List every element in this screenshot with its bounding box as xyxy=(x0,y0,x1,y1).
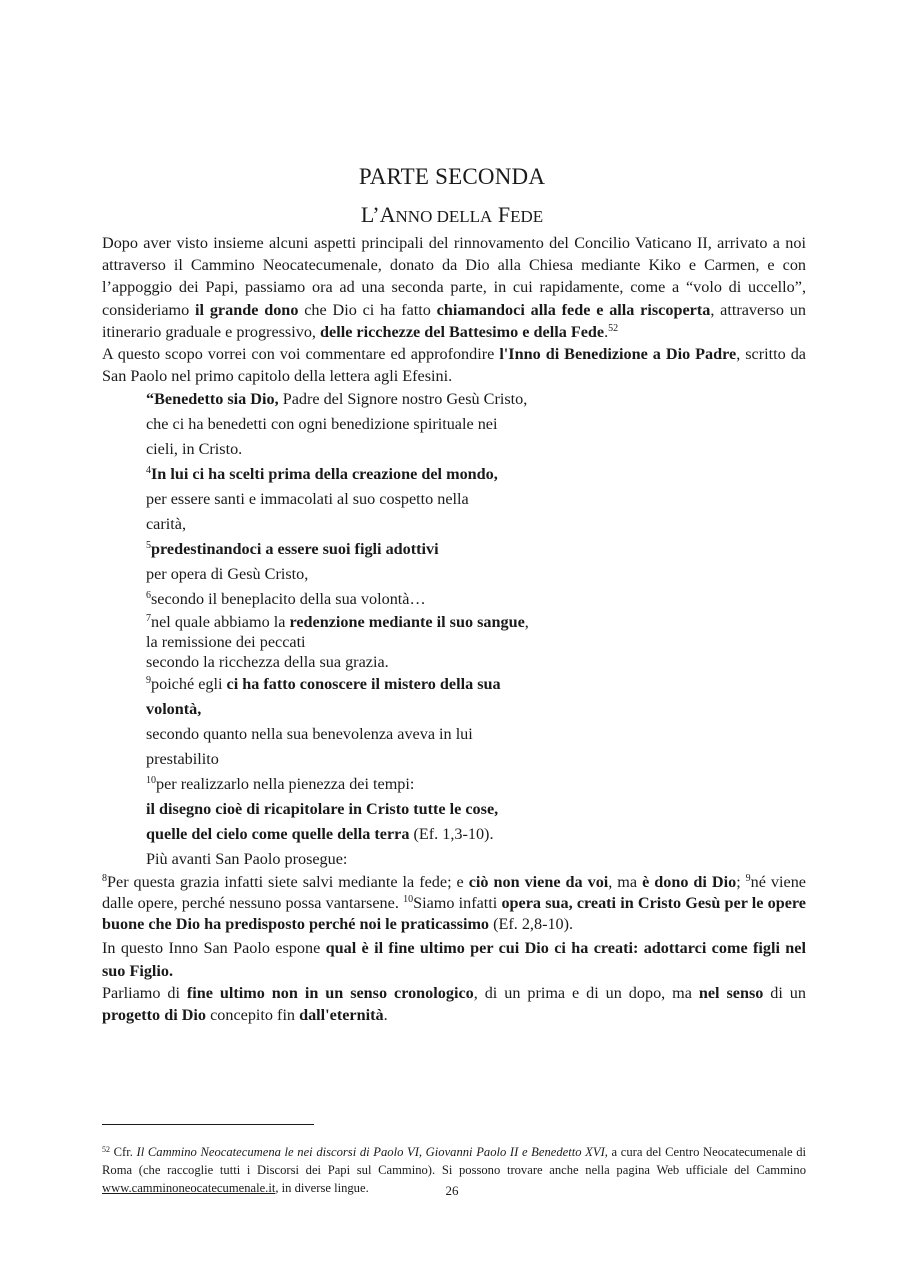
page-number: 26 xyxy=(445,1183,459,1198)
purpose-paragraph xyxy=(102,343,806,387)
final-paragraph xyxy=(102,982,806,1026)
hymn-line: prestabilito xyxy=(146,750,219,769)
text-run: per realizzarlo nella pienezza dei tempi: xyxy=(156,775,415,794)
bold-run: dall'eternità xyxy=(299,1006,384,1025)
bold-run: il disegno cioè di ricapitolare in Cristo tutte le cose, xyxy=(146,800,499,819)
bold-run: chiamandoci alla fede e alla riscoperta xyxy=(436,300,711,319)
bold-run: ciò non viene da voi xyxy=(468,873,609,892)
text-run: né viene dalle opere, perché nessuno possa vantarsene. xyxy=(102,873,806,913)
text-run: . xyxy=(383,1006,388,1025)
text-run: che Dio ci ha fatto xyxy=(298,300,437,319)
text-run: In questo Inno San Paolo espone xyxy=(102,939,326,958)
hymn-line: secondo la ricchezza della sua grazia. xyxy=(146,653,389,672)
text-run: di un xyxy=(763,983,806,1002)
text-run: concepito fin xyxy=(206,1006,300,1025)
bold-run: In lui ci ha scelti prima della creazione del mondo, xyxy=(151,465,498,484)
hymn-line xyxy=(146,822,806,847)
subtitle-initial-1: L’A xyxy=(360,202,396,227)
hymn-line xyxy=(146,387,806,412)
verse-number: 6 xyxy=(146,590,151,602)
hymn-line xyxy=(146,462,806,487)
bold-run: il grande dono xyxy=(195,300,299,319)
website-link[interactable]: www.camminoneocatecumenale.it xyxy=(102,1180,276,1195)
bold-run: ci ha fatto conoscere il mistero della sua xyxy=(226,675,501,694)
text-run: Cfr. xyxy=(110,1144,137,1159)
text-run: , di un prima e di un dopo, ma xyxy=(473,983,699,1002)
hymn-quote xyxy=(146,387,806,872)
subtitle-smallcaps-1: NNO DELLA xyxy=(395,207,493,226)
intro-paragraph xyxy=(102,232,806,343)
subtitle-smallcaps-2: EDE xyxy=(510,207,544,226)
bold-run: volontà, xyxy=(146,700,202,719)
hymn-line xyxy=(146,697,806,722)
text-run: Siamo infatti xyxy=(413,894,502,913)
hymn-line xyxy=(146,537,806,562)
hymn-line: carità, xyxy=(146,515,186,534)
text-run: (Ef. 1,3-10). xyxy=(409,825,494,844)
footnote-reference: 52 xyxy=(608,322,619,334)
hymn-line: per essere santi e immacolati al suo cospetto nella xyxy=(146,490,469,509)
hymn-line xyxy=(146,772,806,797)
footnote-divider xyxy=(102,1124,314,1125)
bold-run: delle ricchezze del Battesimo e della Fede xyxy=(320,322,605,341)
text-run: Padre del Signore nostro Gesù Cristo, xyxy=(278,390,528,409)
verse-number: 8 xyxy=(102,873,107,885)
verse-number: 4 xyxy=(146,465,151,477)
bold-run: predestinandoci a essere suoi figli adottivi xyxy=(151,540,439,559)
hymn-purpose-paragraph xyxy=(102,937,806,981)
bold-run: è dono di Dio xyxy=(642,873,737,892)
hymn-line: Più avanti San Paolo prosegue: xyxy=(146,850,348,869)
text-run: , a cura del Centro Neocatecumenale di Roma (che raccoglie tutti i Discorsi dei Papi sul Cammino). Si possono trovare anche nella pagina Web ufficiale del Cammino xyxy=(102,1144,806,1177)
bold-run: redenzione mediante il suo sangue xyxy=(289,613,525,632)
bold-run: opera sua, creati in Cristo Gesù per le opere buone che Dio ha predisposto perché noi le praticassimo xyxy=(102,894,806,934)
bold-run: l'Inno di Benedizione a Dio Padre xyxy=(499,345,737,364)
text-run: secondo il beneplacito della sua volontà… xyxy=(151,590,426,609)
footnote-number: 52 xyxy=(102,1144,110,1154)
section-subtitle xyxy=(0,202,904,228)
hymn-line xyxy=(146,612,806,632)
text-run: Per questa grazia infatti siete salvi mediante la fede; e xyxy=(107,873,469,892)
hymn-line: per opera di Gesù Cristo, xyxy=(146,565,309,584)
hymn-line: che ci ha benedetti con ogni benedizione spirituale nei xyxy=(146,415,498,434)
verse-number: 10 xyxy=(403,894,414,906)
second-quote xyxy=(102,872,806,935)
text-run: , in diverse lingue. xyxy=(275,1180,369,1195)
subtitle-initial-2: F xyxy=(492,202,511,227)
hymn-line xyxy=(146,587,806,612)
hymn-line: cieli, in Cristo. xyxy=(146,440,243,459)
bold-run: quelle del cielo come quelle della terra xyxy=(146,825,410,844)
text-run: , xyxy=(524,613,529,632)
body-text xyxy=(102,232,806,1026)
verse-number: 9 xyxy=(745,873,751,885)
text-run: Dopo aver visto insieme alcuni aspetti principali del rinnovamento del Concilio Vaticano II, arrivato a noi attraverso il Cammino Neocatecumenale, donato da Dio alla Chiesa mediante Kiko e Carmen, e con l’appoggio dei Papi, passiamo ora ad una seconda parte, in cui rapidamente, come a “volo di uccello”, consideriamo xyxy=(102,234,806,319)
text-run: (Ef. 2,8-10). xyxy=(489,915,574,934)
bold-run: qual è il fine ultimo per cui Dio ci ha creati: adottarci come figli nel suo Figlio. xyxy=(102,939,806,980)
verse-number: 9 xyxy=(146,675,151,687)
verse-number: 7 xyxy=(146,613,151,625)
bold-run: fine ultimo non in un senso cronologico xyxy=(186,983,474,1002)
text-run: ; xyxy=(736,873,746,892)
part-title: PARTE SECONDA xyxy=(358,164,546,189)
hymn-line xyxy=(146,672,806,697)
text-run: . xyxy=(604,322,609,341)
verse-number: 5 xyxy=(146,540,151,552)
bold-run: progetto di Dio xyxy=(102,1006,207,1025)
hymn-line xyxy=(146,797,806,822)
verse-number: 10 xyxy=(146,775,156,787)
text-run: , scritto da San Paolo nel primo capitolo della lettera agli Efesini. xyxy=(102,345,806,386)
hymn-line: la remissione dei peccati xyxy=(146,633,306,652)
text-run: nel quale abbiamo la xyxy=(151,613,290,632)
text-run: , attraverso un itinerario graduale e progressivo, xyxy=(102,300,806,341)
italic-run: Il Cammino Neocatecumena le nei discorsi di Paolo VI, Giovanni Paolo II e Benedetto XVI xyxy=(136,1144,605,1159)
bold-run: “Benedetto sia Dio, xyxy=(146,390,279,409)
text-run: Parliamo di xyxy=(102,983,187,1002)
bold-run: nel senso xyxy=(698,983,764,1002)
hymn-line: secondo quanto nella sua benevolenza aveva in lui xyxy=(146,725,473,744)
text-run: , ma xyxy=(608,873,643,892)
text-run: poiché egli xyxy=(151,675,227,694)
text-run: A questo scopo vorrei con voi commentare ed approfondire xyxy=(102,345,500,364)
